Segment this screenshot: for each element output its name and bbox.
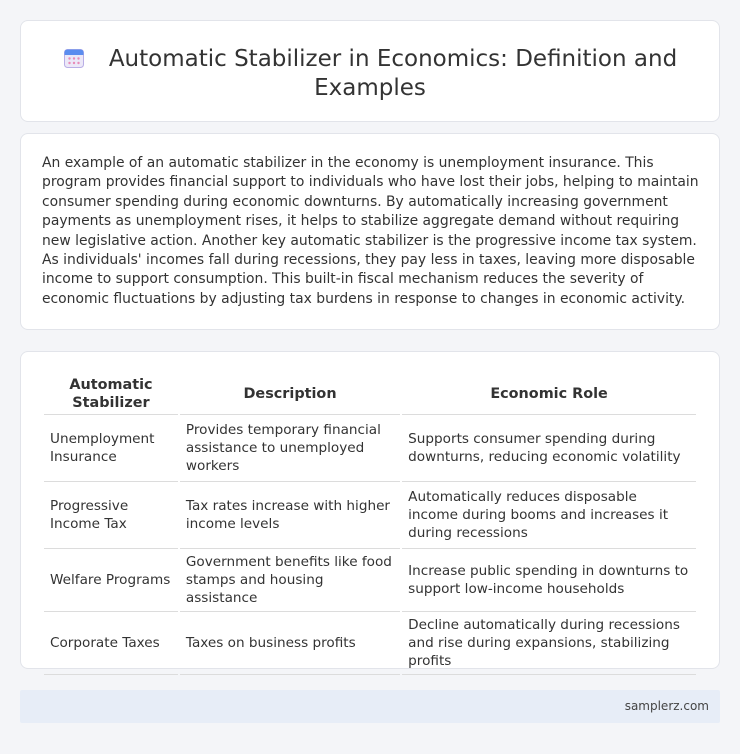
cell-stabilizer: Corporate Taxes bbox=[44, 612, 178, 675]
header-description: Description bbox=[180, 372, 400, 415]
cell-description: Provides temporary financial assistance to unemployed workers bbox=[180, 415, 400, 482]
table-card bbox=[20, 351, 720, 669]
table-row bbox=[44, 482, 696, 549]
cell-economic-role: Automatically reduces disposable income during booms and increases it during recessions bbox=[402, 482, 696, 549]
title-card bbox=[20, 20, 720, 122]
stabilizer-table bbox=[42, 372, 698, 675]
cell-economic-role: Increase public spending in downturns to support low-income households bbox=[402, 549, 696, 612]
cell-stabilizer: Unemployment Insurance bbox=[44, 415, 178, 482]
table-row bbox=[44, 415, 696, 482]
table-row bbox=[44, 549, 696, 612]
cell-economic-role: Decline automatically during recessions and rise during expansions, stabilizing profits bbox=[402, 612, 696, 675]
page-title: Automatic Stabilizer in Economics: Definition and Examples bbox=[108, 46, 678, 101]
cell-economic-role: Supports consumer spending during downturns, reducing economic volatility bbox=[402, 415, 696, 482]
cell-description: Government benefits like food stamps and housing assistance bbox=[180, 549, 400, 612]
page-title-wrap bbox=[21, 45, 719, 103]
cell-stabilizer: Welfare Programs bbox=[44, 549, 178, 612]
table-row bbox=[44, 612, 696, 675]
intro-paragraph: An example of an automatic stabilizer in the economy is unemployment insurance. This program provides financial support to individuals who have lost their jobs, helping to maintain consumer spending during economic downturns. By automatically increasing government payments as unemployment rises, it helps to stabilize aggregate demand without requiring new legislative action. Another key automatic stabilizer is the progressive income tax system. As individuals' incomes fall during recessions, they pay less in taxes, leaving more disposable income to support consumption. This built-in fiscal mechanism reduces the severity of economic fluctuations by adjusting tax burdens in response to changes in economic activity. bbox=[42, 155, 699, 307]
table-header-row bbox=[44, 372, 696, 415]
cell-stabilizer: Progressive Income Tax bbox=[44, 482, 178, 549]
intro-card bbox=[20, 133, 720, 330]
header-economic-role: Economic Role bbox=[402, 372, 696, 415]
header-stabilizer: Automatic Stabilizer bbox=[44, 372, 178, 415]
calendar-icon bbox=[63, 47, 85, 69]
cell-description: Tax rates increase with higher income levels bbox=[180, 482, 400, 549]
cell-description: Taxes on business profits bbox=[180, 612, 400, 675]
footer-brand: samplerz.com bbox=[624, 699, 709, 713]
footer-bar bbox=[20, 690, 720, 723]
